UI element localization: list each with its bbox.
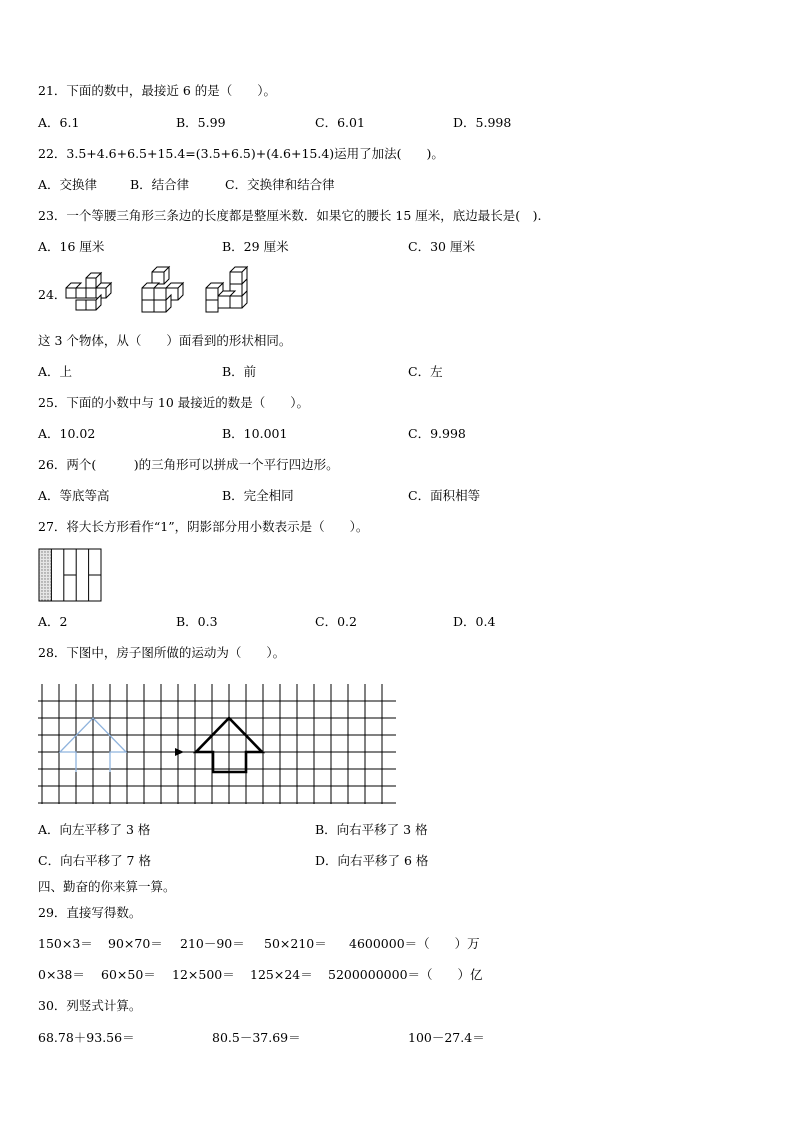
q26-option-b: B．完全相同 <box>222 488 294 503</box>
q21-stem: 21．下面的数中，最接近 6 的是（ ）。 <box>38 83 277 98</box>
q26-option-a: A．等底等高 <box>38 488 110 503</box>
q27-option-c: C．0.2 <box>315 614 357 629</box>
grid-figure <box>38 678 400 808</box>
q21-option-c: C．6.01 <box>315 115 365 130</box>
shaded-part <box>39 549 51 601</box>
q24-option-c: C．左 <box>408 364 443 379</box>
q29-r2-item: 125×24＝ <box>250 967 313 982</box>
section-title: 四、勤奋的你来算一算。 <box>38 879 176 894</box>
q30-item: 68.78＋93.56＝ <box>38 1030 135 1045</box>
q25-option-b: B．10.001 <box>222 426 288 441</box>
q29-r1-item: 50×210＝ <box>264 936 327 951</box>
q22-option-a: A．交换律 <box>38 177 98 192</box>
q24-number: 24． <box>38 287 67 302</box>
cube-figure-1 <box>66 273 111 310</box>
q28-stem: 28．下图中，房子图所做的运动为（ ）。 <box>38 645 286 660</box>
q28-option-d: D．向右平移了 6 格 <box>315 853 429 868</box>
q30-item: 100－27.4＝ <box>408 1030 485 1045</box>
q26-option-c: C．面积相等 <box>408 488 481 503</box>
q21-option-b: B．5.99 <box>176 115 226 130</box>
q27-option-d: D．0.4 <box>453 614 496 629</box>
q23-option-a: A．16 厘米 <box>38 239 105 254</box>
q25-option-a: A．10.02 <box>38 426 96 441</box>
q27-stem: 27．将大长方形看作“1”，阴影部分用小数表示是（ ）。 <box>38 519 369 534</box>
q27-option-b: B．0.3 <box>176 614 218 629</box>
q21-option-a: A．6.1 <box>38 115 80 130</box>
q23-stem: 23．一个等腰三角形三条边的长度都是整厘米数．如果它的腰长 15 厘米，底边最长是( ). <box>38 208 542 223</box>
cube-figure-2 <box>142 267 183 312</box>
arrow-head <box>175 748 184 756</box>
cube-figures <box>62 266 262 318</box>
q25-option-c: C．9.998 <box>408 426 466 441</box>
q30-stem: 30．列竖式计算。 <box>38 998 142 1013</box>
q29-r2-item: 5200000000＝（ ）亿 <box>328 967 483 982</box>
q30-item: 80.5－37.69＝ <box>212 1030 301 1045</box>
cube-figure-3 <box>206 267 247 312</box>
q29-r2-item: 12×500＝ <box>172 967 235 982</box>
q27-option-a: A．2 <box>38 614 68 629</box>
q22-option-b: B．结合律 <box>130 177 190 192</box>
q21-option-d: D．5.998 <box>453 115 512 130</box>
q23-option-b: B．29 厘米 <box>222 239 289 254</box>
q22-stem: 22．3.5+4.6+6.5+15.4=(3.5+6.5)+(4.6+15.4)运用了加法( )。 <box>38 146 444 161</box>
q29-r2-item: 60×50＝ <box>101 967 156 982</box>
q26-stem: 26．两个( )的三角形可以拼成一个平行四边形。 <box>38 457 339 472</box>
q28-option-b: B．向右平移了 3 格 <box>315 822 428 837</box>
q28-option-c: C．向右平移了 7 格 <box>38 853 151 868</box>
q29-r1-item: 4600000＝（ ）万 <box>349 936 480 951</box>
q29-stem: 29．直接写得数。 <box>38 905 142 920</box>
q24-option-a: A．上 <box>38 364 73 379</box>
q29-r2-item: 0×38＝ <box>38 967 85 982</box>
q29-r1-item: 90×70＝ <box>108 936 163 951</box>
q24-option-b: B．前 <box>222 364 257 379</box>
q25-stem: 25．下面的小数中与 10 最接近的数是（ ）。 <box>38 395 310 410</box>
rectangle-figure <box>38 548 102 602</box>
q29-r1-item: 150×3＝ <box>38 936 93 951</box>
q28-option-a: A．向左平移了 3 格 <box>38 822 151 837</box>
q23-option-c: C．30 厘米 <box>408 239 475 254</box>
q24-stem: 这 3 个物体，从（ ）面看到的形状相同。 <box>38 333 292 348</box>
q22-option-c: C．交换律和结合律 <box>225 177 335 192</box>
q29-r1-item: 210－90＝ <box>180 936 245 951</box>
